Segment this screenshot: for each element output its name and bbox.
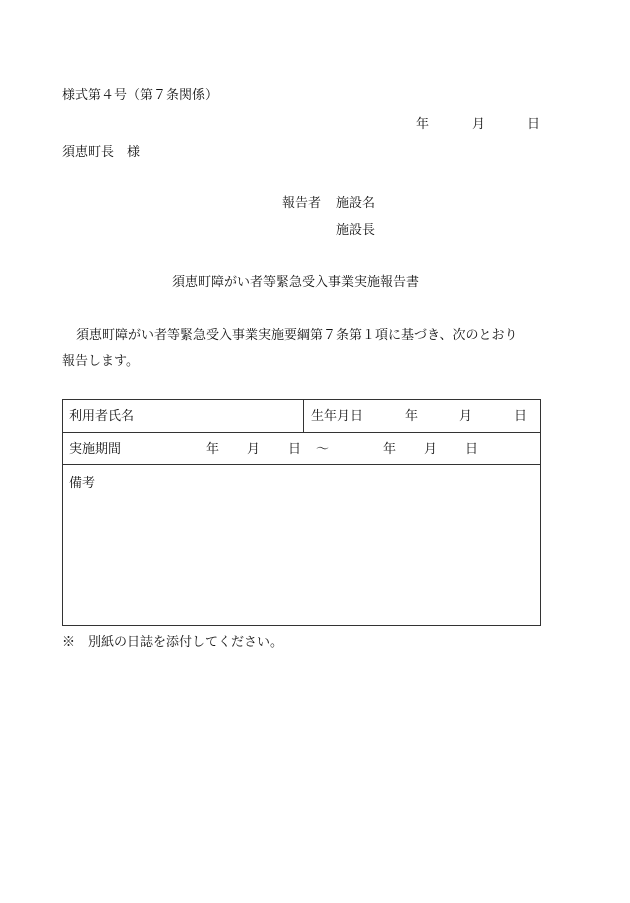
body-line-1: 須恵町障がい者等緊急受入事業実施要綱第７条第１項に基づき、次のとおり: [76, 328, 518, 343]
user-name-label: 利用者氏名: [69, 409, 135, 424]
period-end-day: 日: [465, 442, 479, 457]
period-start-month: 月: [247, 442, 261, 457]
addressee: 須恵町長 様: [62, 145, 141, 160]
table-row-remarks: [63, 465, 540, 625]
period-end-year: 年: [383, 442, 397, 457]
table-row-period: [63, 433, 540, 465]
date-month-label: 月: [472, 117, 486, 132]
column-divider: [303, 400, 304, 432]
attachment-note: ※ 別紙の日誌を添付してください。: [62, 635, 284, 650]
date-day-label: 日: [527, 117, 541, 132]
remarks-label: 備考: [69, 476, 96, 491]
period-end-month: 月: [424, 442, 438, 457]
reporter-label: 報告者: [282, 196, 322, 211]
period-start-year: 年: [206, 442, 220, 457]
date-year-label: 年: [416, 117, 430, 132]
table-row-user: [63, 400, 540, 433]
document-title: 須恵町障がい者等緊急受入事業実施報告書: [172, 275, 420, 290]
birth-date-label: 生年月日: [311, 409, 364, 424]
facility-head-label: 施設長: [336, 223, 376, 238]
period-label: 実施期間: [69, 442, 122, 457]
period-tilde: ～: [316, 442, 330, 457]
form-number: 様式第４号（第７条関係）: [62, 88, 219, 103]
body-line-2: 報告します。: [62, 354, 139, 369]
birth-day-label: 日: [514, 409, 528, 424]
period-start-day: 日: [288, 442, 302, 457]
report-table: [62, 399, 541, 626]
birth-month-label: 月: [459, 409, 473, 424]
facility-name-label: 施設名: [336, 196, 376, 211]
birth-year-label: 年: [405, 409, 419, 424]
